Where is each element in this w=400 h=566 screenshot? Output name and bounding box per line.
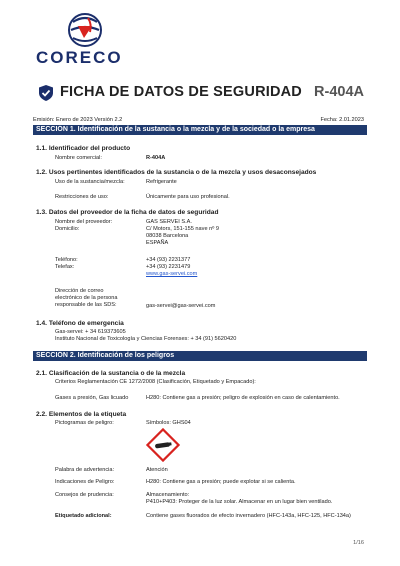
value-pictograms: Símbolos: GHS04 (146, 420, 191, 426)
label-fax: Telefax: (55, 264, 75, 270)
label-precaution: Consejos de prudencia: (55, 492, 114, 498)
emergency-line-1: Gas-servei: + 34 619373605 (55, 329, 126, 335)
heading-2-2: 2.2. Elementos de la etiqueta (36, 411, 127, 418)
email-label-line: electrónico de la persona (55, 295, 118, 301)
address-line: C/ Motors, 151-155 nave nº 9 (146, 226, 219, 232)
label-additional: Etiquetado adicional: (55, 513, 112, 519)
value-precaution-2: P410+P403: Proteger de la luz solar. Almacenar en un lugar bien ventilado. (146, 499, 333, 505)
section-2-bar: SECCIÓN 2. Identificación de los peligros (33, 351, 367, 361)
label-phone: Teléfono: (55, 257, 78, 263)
issue-line: Emisión: Enero de 2023 Versión 2.2 (33, 117, 123, 123)
brand-name: CORECO (36, 48, 123, 67)
page-title: FICHA DE DATOS DE SEGURIDAD (60, 84, 302, 100)
label-restrictions: Restricciones de uso: (55, 194, 109, 200)
date-line: Fecha: 2.01.2023 (320, 117, 364, 123)
value-additional: Contiene gases fluorados de efecto invernadero (HFC-143a, HFC-125, HFC-134a) (146, 513, 351, 519)
label-use: Uso de la sustancia/mezcla: (55, 179, 125, 185)
value-email[interactable]: gas-servei@gas-servei.com (146, 303, 216, 309)
website-link[interactable]: www.gas-servei.com (146, 271, 198, 277)
value-signal-word: Atención (146, 467, 168, 473)
section-1-bar: SECCIÓN 1. Identificación de la sustancia o la mezcla y de la sociedad o la empresa (33, 125, 367, 135)
classification-value: H280: Contiene gas a presión; peligro de explosión en caso de calentamiento. (146, 395, 340, 401)
email-label-line: responsable de las SDS: (55, 302, 117, 308)
page-number: 1/16 (353, 540, 364, 546)
heading-1-4: 1.4. Teléfono de emergencia (36, 320, 124, 327)
heading-1-2: 1.2. Usos pertinentes identificados de la sustancia o de la mezcla y usos desaconsejados (36, 169, 317, 176)
email-label-line: Dirección de correo (55, 288, 104, 294)
address-block (146, 226, 219, 247)
value-phone: +34 (93) 2231377 (146, 257, 191, 263)
globe-logo-icon (30, 8, 140, 52)
emergency-line-2: Instituto Nacional de Toxicología y Ciencias Forenses: + 34 (91) 5620420 (55, 336, 237, 342)
value-fax: +34 (93) 2231479 (146, 264, 191, 270)
value-hazard: H280: Contiene gas a presión; puede explotar si se calienta. (146, 479, 296, 485)
value-precaution-1: Almacenamiento: (146, 492, 190, 498)
address-line: ESPAÑA (146, 240, 169, 246)
label-address: Domicilio: (55, 226, 80, 232)
criteria-text: Criterios Reglamentación CE 1272/2008 (Clasificación, Etiquetado y Empacado): (55, 379, 256, 385)
heading-2-1: 2.1. Clasificación de la sustancia o de la mezcla (36, 370, 186, 377)
product-code: R-404A (314, 84, 364, 100)
label-provider: Nombre del proveedor: (55, 219, 113, 225)
heading-1-3: 1.3. Datos del proveedor de la ficha de datos de seguridad (36, 209, 219, 216)
ghs04-gas-cylinder-icon (146, 428, 180, 467)
value-restrictions: Únicamente para uso profesional. (146, 194, 230, 200)
shield-check-icon (38, 84, 54, 107)
value-trade-name: R-404A (146, 155, 166, 161)
label-signal-word: Palabra de advertencia: (55, 467, 115, 473)
label-trade-name: Nombre comercial: (55, 155, 102, 161)
address-line: 08038 Barcelona (146, 233, 189, 239)
email-label-block (55, 288, 118, 309)
label-pictograms: Pictogramas de peligro: (55, 420, 114, 426)
heading-1-1: 1.1. Identificador del producto (36, 145, 131, 152)
classification-label: Gases a presión, Gas licuado (55, 395, 129, 401)
value-provider: GAS SERVEI S.A. (146, 219, 192, 225)
value-use: Refrigerante (146, 179, 177, 185)
label-hazard: Indicaciones de Peligro: (55, 479, 115, 485)
